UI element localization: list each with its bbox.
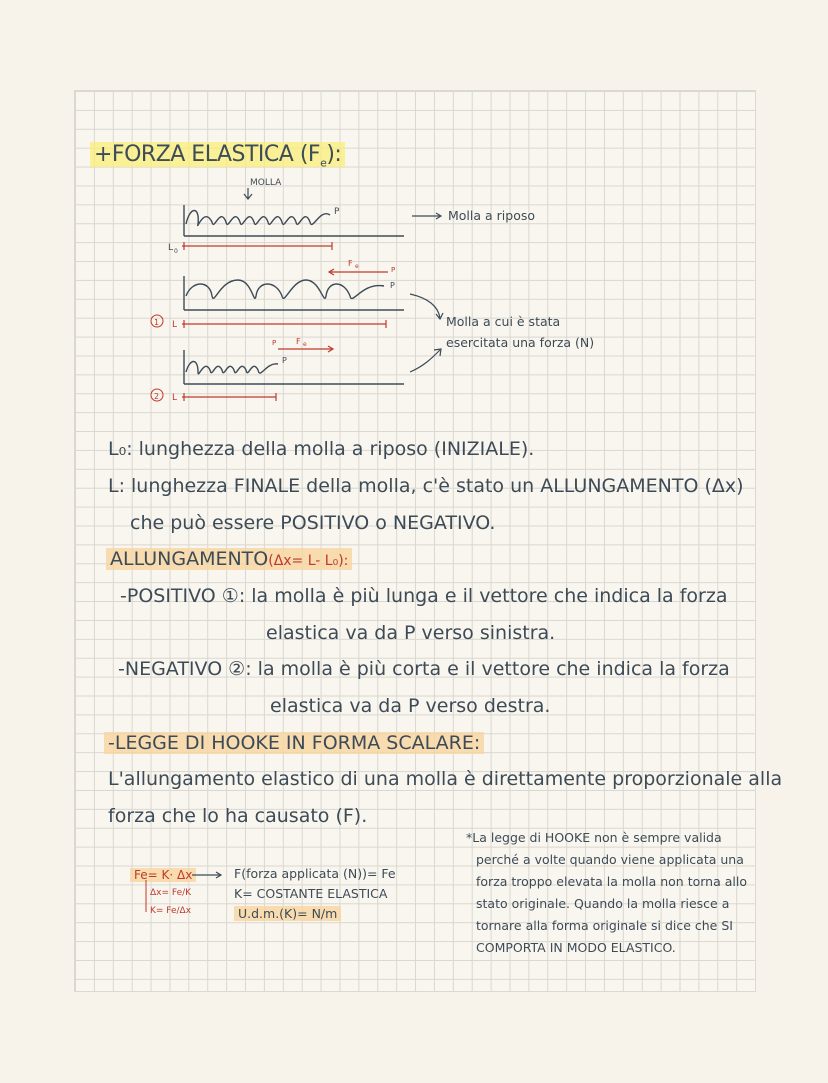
svg-text:P: P xyxy=(390,281,395,290)
spring-diagram xyxy=(0,0,828,420)
note-line-4: stato originale. Quando la molla riesce a xyxy=(476,896,730,911)
formula-def-2: K= COSTANTE ELASTICA xyxy=(234,886,388,901)
svg-text:F: F xyxy=(296,337,301,346)
positivo-line: -POSITIVO ①: la molla è più lunga e il vettore che indica la forza xyxy=(120,585,728,607)
note-line-5: tornare alla forma originale si dice che SI xyxy=(476,918,733,933)
note-line-2: perché a volte quando viene applicata una xyxy=(476,852,744,867)
note-line-3: forza troppo elevata la molla non torna allo xyxy=(476,874,747,889)
svg-text:e: e xyxy=(355,263,359,270)
note-line-6: COMPORTA IN MODO ELASTICO. xyxy=(476,940,676,955)
spring-stretched xyxy=(184,276,404,310)
note-line-1: *La legge di HOOKE non è sempre valida xyxy=(466,830,722,845)
formula-dx: Δx= Fe/K xyxy=(150,888,192,898)
svg-text:2: 2 xyxy=(154,392,160,401)
legge-text-1: L'allungamento elastico di una molla è direttamente proporzionale alla xyxy=(108,768,783,790)
negativo-line-2: elastica va da P verso destra. xyxy=(270,695,551,717)
allungamento-heading: ALLUNGAMENTO(Δx= L- L₀): xyxy=(106,548,352,570)
l-definition-2: che può essere POSITIVO o NEGATIVO. xyxy=(130,512,496,534)
svg-text:F: F xyxy=(348,259,353,268)
page-title: +FORZA ELASTICA $(F_e)$: xyxy=(90,142,345,169)
legge-heading: -LEGGE DI HOOKE IN FORMA SCALARE: xyxy=(104,732,484,754)
svg-text:P: P xyxy=(282,356,287,365)
spring-compressed xyxy=(184,350,404,384)
rest-label: Molla a riposo xyxy=(448,208,535,223)
spring-rest xyxy=(184,205,404,236)
svg-text:P: P xyxy=(391,266,396,274)
molla-label: MOLLA xyxy=(250,178,282,188)
svg-text:P: P xyxy=(334,207,340,217)
force-label-2: esercitata una forza (N) xyxy=(446,335,595,350)
legge-text-2: forza che lo ha causato (F). xyxy=(108,805,368,827)
svg-text:L: L xyxy=(168,243,174,253)
svg-text:L: L xyxy=(172,393,178,403)
svg-text:L: L xyxy=(172,320,178,330)
negativo-line: -NEGATIVO ②: la molla è più corta e il vettore che indica la forza xyxy=(118,658,730,680)
svg-text:e: e xyxy=(303,341,307,348)
svg-text:P: P xyxy=(272,339,277,347)
positivo-line-2: elastica va da P verso sinistra. xyxy=(266,622,556,644)
l0-definition: L₀: lunghezza della molla a riposo (INIZIALE). xyxy=(108,438,535,460)
svg-text:0: 0 xyxy=(174,248,178,255)
formula-def-1: F(forza applicata (N))= Fe xyxy=(234,866,396,881)
l-definition: L: lunghezza FINALE della molla, c'è stato un ALLUNGAMENTO (Δx) xyxy=(108,475,744,497)
force-label-1: Molla a cui è stata xyxy=(446,314,561,329)
formula-main: Fe= K· Δx xyxy=(130,868,196,882)
svg-text:1: 1 xyxy=(154,318,160,327)
formula-k: K= Fe/Δx xyxy=(150,906,192,916)
formula-def-3: U.d.m.(K)= N/m xyxy=(234,906,341,921)
